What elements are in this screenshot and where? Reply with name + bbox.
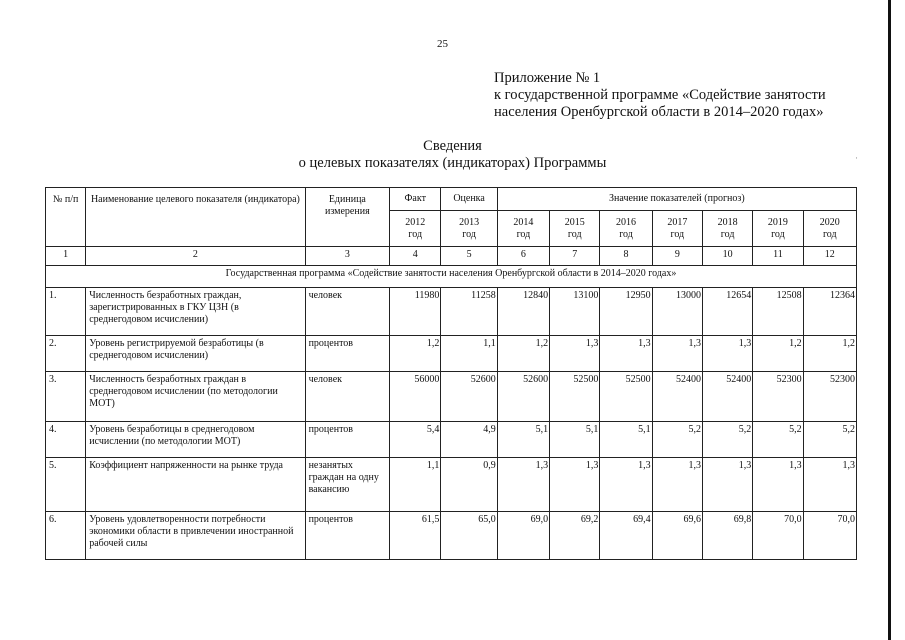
row-value: 1,3 — [702, 458, 752, 512]
column-number: 2 — [86, 247, 305, 266]
table-row — [46, 512, 857, 560]
year-suffix: год — [567, 228, 582, 240]
year-suffix: год — [408, 228, 423, 240]
row-indicator-name: Численность безработных граждан в среднегодовом исчислении (по методологии МОТ) — [86, 372, 305, 422]
title-line-1: Сведения — [423, 138, 482, 154]
row-value: 12364 — [803, 288, 856, 336]
table-row — [46, 288, 857, 336]
header-year-2013 — [441, 211, 497, 247]
row-value: 5,1 — [600, 422, 652, 458]
row-value: 5,2 — [702, 422, 752, 458]
row-indicator-name: Уровень удовлетворенности потребности экономики области в привлечении иностранной рабочей силы — [86, 512, 305, 560]
column-number: 7 — [550, 247, 600, 266]
row-value: 13100 — [550, 288, 600, 336]
column-number: 11 — [753, 247, 803, 266]
row-value: 52600 — [441, 372, 497, 422]
row-value: 52500 — [600, 372, 652, 422]
year-suffix: год — [771, 228, 785, 240]
title-line-2: о целевых показателях (индикаторах) Программы — [298, 155, 607, 171]
page-number: 25 — [437, 38, 448, 50]
row-value: 12508 — [753, 288, 803, 336]
row-value: 69,2 — [550, 512, 600, 560]
year-value: 2018 — [717, 216, 738, 228]
row-value: 52300 — [803, 372, 856, 422]
row-indicator-name: Уровень регистрируемой безработицы (в среднегодовом исчислении) — [86, 336, 305, 372]
column-number: 8 — [600, 247, 652, 266]
year-suffix: год — [822, 228, 837, 240]
row-value: 1,1 — [390, 458, 441, 512]
header-row-1 — [46, 188, 857, 211]
row-value: 52400 — [702, 372, 752, 422]
row-value: 12950 — [600, 288, 652, 336]
document-title — [0, 138, 905, 172]
year-value: 2019 — [767, 216, 788, 228]
row-unit: человек — [305, 288, 390, 336]
header-name: Наименование целевого показателя (индикатора) — [86, 188, 305, 247]
row-value: 5,2 — [652, 422, 702, 458]
row-value: 11980 — [390, 288, 441, 336]
row-value: 69,8 — [702, 512, 752, 560]
section-title: Государственная программа «Содействие занятости населения Оренбургской области в 2014–2020 годах» — [46, 266, 857, 288]
header-year-2018 — [702, 211, 752, 247]
table-row — [46, 372, 857, 422]
row-value: 52600 — [497, 372, 549, 422]
row-value: 70,0 — [803, 512, 856, 560]
year-value: 2020 — [819, 216, 840, 228]
row-value: 1,3 — [600, 458, 652, 512]
header-year-2019 — [753, 211, 803, 247]
row-indicator-name: Численность безработных граждан, зарегистрированных в ГКУ ЦЗН (в среднегодовом исчислении) — [86, 288, 305, 336]
row-unit: процентов — [305, 422, 390, 458]
header-year-2014 — [497, 211, 549, 247]
row-value: 69,6 — [652, 512, 702, 560]
annex-line-3: населения Оренбургской области в 2014–2020 годах» — [494, 104, 824, 120]
row-value: 11258 — [441, 288, 497, 336]
row-value: 5,4 — [390, 422, 441, 458]
row-unit: человек — [305, 372, 390, 422]
row-number: 6. — [46, 512, 86, 560]
row-value: 1,3 — [497, 458, 549, 512]
row-value: 1,2 — [497, 336, 549, 372]
row-value: 1,3 — [600, 336, 652, 372]
row-unit: процентов — [305, 336, 390, 372]
row-value: 5,1 — [550, 422, 600, 458]
header-year-2020 — [803, 211, 856, 247]
row-value: 69,0 — [497, 512, 549, 560]
row-value: 1,3 — [803, 458, 856, 512]
column-number: 3 — [305, 247, 390, 266]
scan-speck: · — [855, 153, 858, 163]
row-value: 56000 — [390, 372, 441, 422]
year-value: 2015 — [564, 216, 585, 228]
header-num: № п/п — [46, 188, 86, 247]
row-value: 4,9 — [441, 422, 497, 458]
row-number: 2. — [46, 336, 86, 372]
year-value: 2012 — [405, 216, 426, 228]
year-suffix: год — [516, 228, 531, 240]
row-value: 12654 — [702, 288, 752, 336]
row-value: 0,9 — [441, 458, 497, 512]
row-number: 3. — [46, 372, 86, 422]
column-number: 6 — [497, 247, 549, 266]
year-value: 2017 — [667, 216, 688, 228]
row-value: 1,2 — [390, 336, 441, 372]
row-value: 1,2 — [753, 336, 803, 372]
row-value: 61,5 — [390, 512, 441, 560]
row-value: 1,3 — [702, 336, 752, 372]
header-forecast: Значение показателей (прогноз) — [497, 188, 856, 211]
column-number: 1 — [46, 247, 86, 266]
row-value: 13000 — [652, 288, 702, 336]
header-year-2012 — [390, 211, 441, 247]
row-value: 65,0 — [441, 512, 497, 560]
annex-line-1: Приложение № 1 — [494, 70, 601, 86]
row-number: 4. — [46, 422, 86, 458]
row-value: 12840 — [497, 288, 549, 336]
year-suffix: год — [720, 228, 735, 240]
row-value: 1,3 — [550, 336, 600, 372]
row-value: 52400 — [652, 372, 702, 422]
year-value: 2013 — [459, 216, 480, 228]
column-number: 4 — [390, 247, 441, 266]
row-value: 70,0 — [753, 512, 803, 560]
indicators-table — [45, 187, 857, 560]
row-value: 1,2 — [803, 336, 856, 372]
year-suffix: год — [462, 228, 476, 240]
header-year-2017 — [652, 211, 702, 247]
column-number: 5 — [441, 247, 497, 266]
section-row — [46, 266, 857, 288]
column-number: 12 — [803, 247, 856, 266]
annex-block — [494, 70, 826, 121]
row-value: 1,3 — [753, 458, 803, 512]
row-value: 5,2 — [753, 422, 803, 458]
header-estimate: Оценка — [441, 188, 497, 211]
header-year-2015 — [550, 211, 600, 247]
header-year-2016 — [600, 211, 652, 247]
row-number: 1. — [46, 288, 86, 336]
row-value: 52300 — [753, 372, 803, 422]
row-value: 1,1 — [441, 336, 497, 372]
column-number: 10 — [702, 247, 752, 266]
table-row — [46, 336, 857, 372]
annex-line-2: к государственной программе «Содействие занятости — [494, 87, 826, 103]
header-unit: Единица измерения — [305, 188, 390, 247]
row-value: 69,4 — [600, 512, 652, 560]
year-value: 2014 — [513, 216, 534, 228]
row-value: 5,1 — [497, 422, 549, 458]
row-value: 52500 — [550, 372, 600, 422]
page-edge-line — [888, 0, 891, 640]
row-unit: незанятых граждан на одну вакансию — [305, 458, 390, 512]
table-row — [46, 458, 857, 512]
row-value: 1,3 — [652, 458, 702, 512]
year-suffix: год — [670, 228, 685, 240]
row-indicator-name: Уровень безработицы в среднегодовом исчислении (по методологии МОТ) — [86, 422, 305, 458]
row-value: 1,3 — [550, 458, 600, 512]
row-unit: процентов — [305, 512, 390, 560]
row-indicator-name: Коэффициент напряженности на рынке труда — [86, 458, 305, 512]
column-numbers-row — [46, 247, 857, 266]
row-value: 1,3 — [652, 336, 702, 372]
row-number: 5. — [46, 458, 86, 512]
year-value: 2016 — [616, 216, 637, 228]
row-value: 5,2 — [803, 422, 856, 458]
header-fact: Факт — [390, 188, 441, 211]
table-row — [46, 422, 857, 458]
year-suffix: год — [619, 228, 633, 240]
column-number: 9 — [652, 247, 702, 266]
